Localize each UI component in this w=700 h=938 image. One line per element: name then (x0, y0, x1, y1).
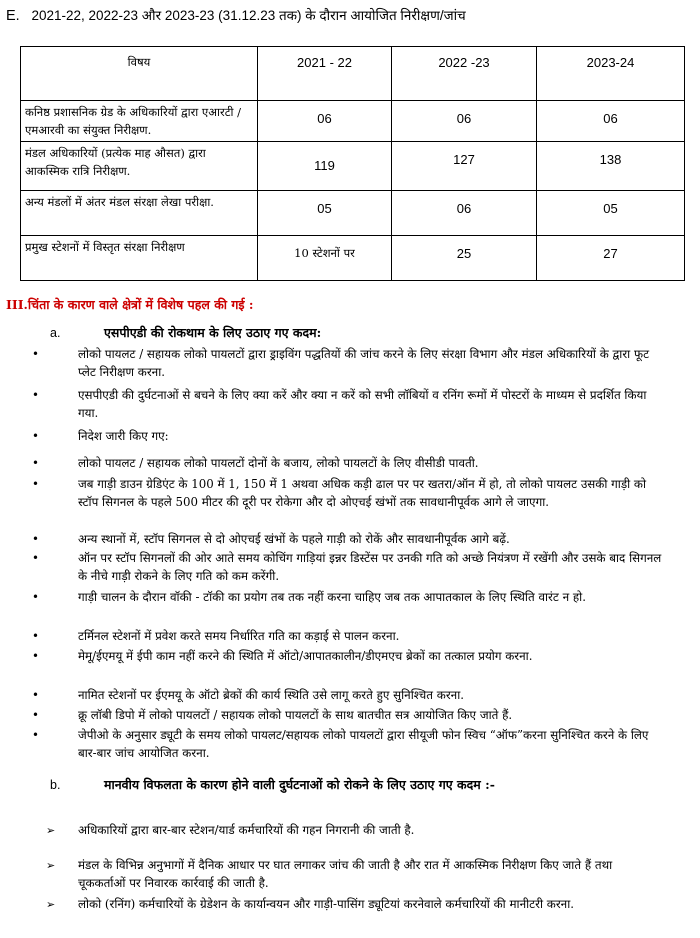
header-2021-22: 2021 - 22 (258, 47, 392, 101)
list-item: • टर्मिनल स्टेशनों में प्रवेश करते समय निर्धारित गति का कड़ाई से पालन करना. (32, 628, 662, 646)
bullet-icon: • (32, 388, 39, 402)
row-value-2021-22: 06 (258, 101, 392, 142)
row-value-2023-24: 06 (537, 101, 685, 142)
header-2022-23: 2022 -23 (392, 47, 537, 101)
row-value-2021-22: 05 (258, 191, 392, 236)
bullet-icon: • (32, 629, 39, 643)
row-value-2022-23: 127 (392, 142, 537, 191)
table-row (21, 101, 685, 142)
special-initiatives-title: III.चिंता के कारण वाले क्षेत्रों में विशेष पहल की गई : (6, 297, 254, 312)
list-item: • ऑन पर स्टॉप सिगनलों की ओर आते समय कोचिंग गाड़ियां इन्नर डिस्टेंस पर उनकी गति को अच्छे नियंत्रण में रखेंगी और उसके बाद सिगनल के नीचे गाड़ी रोकने के लिए गति को कम करेंगी. (32, 551, 662, 583)
subsection-a-heading (46, 324, 321, 341)
list-item: • क्रू लॉबी डिपो में लोको पायलटों / सहायक लोको पायलटों के साथ बातचीत सत्र आयोजित किए जाते हैं. (32, 707, 662, 725)
table-row (21, 142, 685, 191)
bullet-icon: • (32, 429, 39, 443)
bullet-icon: • (32, 551, 39, 565)
list-item: ➢ अधिकारियों द्वारा बार-बार स्टेशन/यार्ड कर्मचारियों की गहन निगरानी की जाती है. (32, 822, 662, 840)
arrow-bullet-icon: ➢ (46, 859, 56, 872)
subsection-a-label: a. (50, 326, 61, 340)
row-description: मंडल अधिकारियों (प्रत्येक माह औसत) द्वारा आकस्मिक रात्रि निरीक्षण. (21, 142, 258, 191)
row-value-2022-23: 06 (392, 101, 537, 142)
list-item: • जेपीओ के अनुसार ड्यूटी के समय लोको पायलट/सहायक लोको पायलटों द्वारा सीयूजी फोन स्विच “ऑफ”करना सुनिश्चित करने के लिए बार-बार जांच आयोजित करना. (32, 728, 649, 760)
bullet-icon: • (32, 649, 39, 663)
bullet-icon: • (32, 477, 39, 491)
list-item: • गाड़ी चालन के दौरान वॉकी - टॉकी का प्रयोग तब तक नहीं करना चाहिए जब तक आपातकाल के लिए स्थिति वारंट न हो. (32, 589, 662, 607)
bullet-icon: • (32, 708, 39, 722)
list-item: • अन्य स्थानों में, स्टॉप सिगनल से दो ओएचई खंभों के पहले गाड़ी को रोकें और सावधानीपूर्वक आगे बढ़ें. (32, 531, 662, 549)
subsection-b-heading (46, 776, 495, 793)
bullet-icon: • (32, 456, 39, 470)
section-heading (6, 6, 466, 24)
heading-marker: E. (6, 8, 20, 24)
table-row (21, 191, 685, 236)
row-value-2022-23: 25 (392, 236, 537, 281)
row-value-2021-22: 10 स्टेशनों पर (258, 236, 392, 281)
row-description: प्रमुख स्टेशनों में विस्तृत संरक्षा निरीक्षण (21, 236, 258, 281)
arrow-bullet-icon: ➢ (46, 824, 56, 837)
row-description: कनिष्ठ प्रशासनिक ग्रेड के अधिकारियों द्वारा एआरटी / एमआरवी का संयुक्त निरीक्षण. (21, 101, 258, 142)
bullet-icon: • (32, 347, 39, 361)
header-subject: विषय (21, 47, 258, 101)
heading-text: 2021-22, 2022-23 और 2023-23 (31.12.23 तक) के दौरान आयोजित निरीक्षण/जांच (31, 8, 466, 23)
subsection-b-text: मानवीय विफलता के कारण होने वाली दुर्घटनाओं को रोकने के लिए उठाए गए कदम :- (104, 777, 495, 792)
list-item: ➢ लोको (रनिंग) कर्मचारियों के ग्रेडेशन के कार्यान्वयन और गाड़ी-पासिंग ड्यूटियां करनेवाले कर्मचारियों की मानीटरी करना. (32, 896, 662, 914)
list-item: • जब गाड़ी डाउन ग्रेडिएंट के 100 में 1, 150 में 1 अथवा अधिक कड़ी ढाल पर पर खतरा/ऑन में हो, तो लोको पायलट उसकी गाड़ी को स्टॉप सिगनल के पहले 500 मीटर की दूरी पर रोकेगा और दो ओएचई खंभों तक सावधानीपूर्वक आगे ले जाएगा. (32, 477, 647, 509)
header-2023-24: 2023-24 (537, 47, 685, 101)
row-value-2023-24: 05 (537, 191, 685, 236)
table-row (21, 236, 685, 281)
row-description: अन्य मंडलों में अंतर मंडल संरक्षा लेखा परीक्षा. (21, 191, 258, 236)
list-item: • मेमू/ईएमयू में ईपी काम नहीं करने की स्थिति में ऑटो/आपातकालीन/डीएमएच ब्रेकों का तत्काल प्रयोग करना. (32, 648, 662, 666)
arrow-bullet-icon: ➢ (46, 898, 56, 911)
row-value-2023-24: 27 (537, 236, 685, 281)
list-item: • एसपीएडी की दुर्घटनाओं से बचने के लिए क्या करें और क्या न करें को सभी लॉबियों व रनिंग रूमों में पोस्टरों के माध्यम से प्रदर्शित किया गया. (32, 388, 647, 420)
table-header-row (21, 47, 685, 101)
subsection-b-label: b. (50, 778, 61, 792)
bullet-icon: • (32, 532, 39, 546)
subsection-a-text: एसपीएडी की रोकथाम के लिए उठाए गए कदम: (104, 325, 322, 340)
list-item: • लोको पायलट / सहायक लोको पायलटों दोनों के बजाय, लोको पायलटों के लिए वीसीडी पावती. (32, 455, 662, 473)
list-item: ➢ मंडल के विभिन्न अनुभागों में दैनिक आधार पर घात लगाकर जांच की जाती है और रात में आकस्मिक निरीक्षण किए जाते हैं तथा चूककर्ताओं पर निवारक कार्रवाई की जाती है. (46, 858, 613, 890)
bullet-icon: • (32, 688, 39, 702)
list-item: • नामित स्टेशनों पर ईएमयू के ऑटो ब्रेकों की कार्य स्थिति उसे लागू करते हुए सुनिश्चित करना. (32, 687, 662, 705)
bullet-icon: • (32, 590, 39, 604)
list-item: • निदेश जारी किए गए: (32, 428, 662, 446)
inspection-table (20, 46, 685, 281)
row-value-2021-22: 119 (258, 142, 392, 191)
list-item: • लोको पायलट / सहायक लोको पायलटों द्वारा ड्राइविंग पद्धतियों की जांच करने के लिए संरक्षा विभाग और मंडल अधिकारियों के द्वारा फूट प्लेट निरीक्षण करना. (32, 347, 650, 379)
bullet-icon: • (32, 728, 39, 742)
row-value-2023-24: 138 (537, 142, 685, 191)
row-value-2022-23: 06 (392, 191, 537, 236)
